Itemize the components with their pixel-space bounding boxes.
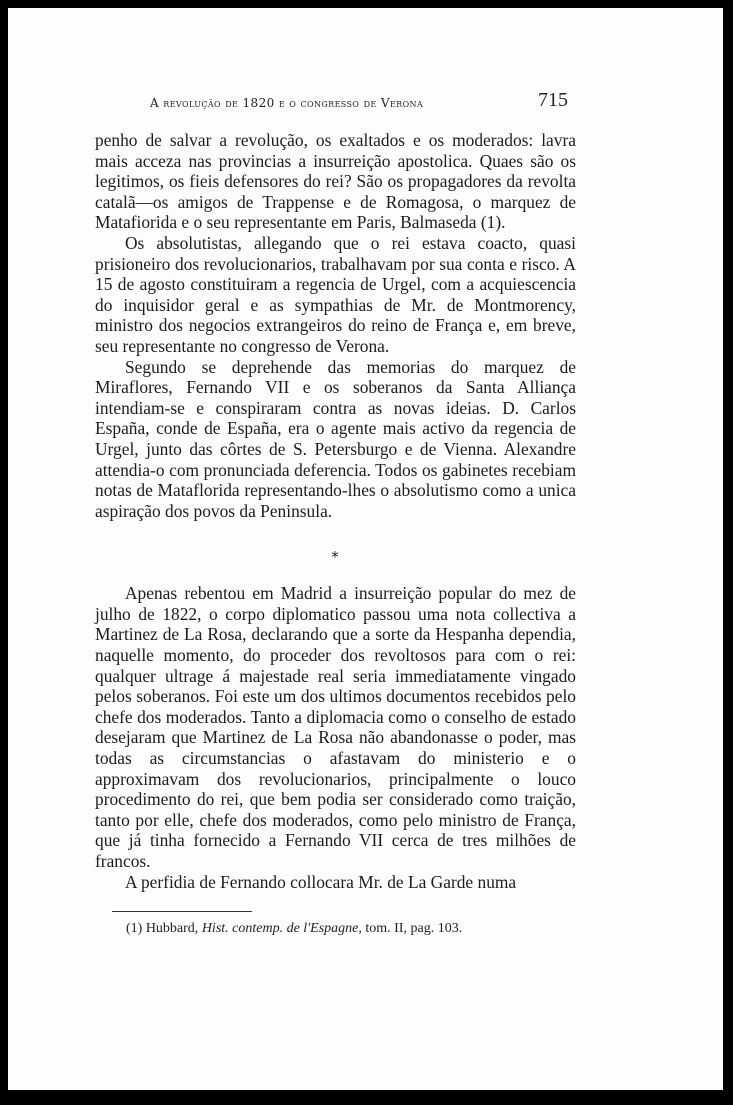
footnote-title: Hist. contemp. de l'Espagne, (201, 921, 362, 936)
body-text (95, 130, 576, 892)
running-head-title: A revolução de 1820 e o congresso de Verona (150, 96, 424, 110)
page-number: 715 (538, 89, 568, 111)
paragraph: Os absolutistas, allegando que o rei estava coacto, quasi prisioneiro dos revolucionarios, trabalhavam por sua conta e risco. A 15 de agosto constituiram a regencia de Urgel, com a acquiescencia do inquisidor geral e as sympathias de Mr. de Montmorency, ministro dos negocios extrangeiros do reino de França e, em breve, seu representante no congresso de Verona. (95, 232, 576, 356)
footnote-detail: tom. II, pag. 103. (365, 921, 463, 936)
paragraph: Apenas rebentou em Madrid a insurreição popular do mez de julho de 1822, o corpo diplomatico passou uma nota collectiva a Martinez de La Rosa, declarando que a sorte da Hespanha dependia, naquelle momento, do proceder dos revoltosos para com o rei: qualquer ultrage á majestade real seria immediatamente vingado pelos soberanos. Foi este um dos ultimos documentos recebidos pelo chefe dos moderados. Tanto a diplomacia como o conselho de estado desejaram que Martinez de La Rosa não abandonasse o poder, mas todas as circumstancias o afastavam do ministerio e o approximavam dos revolucionarios, principalmente o louco procedimento do rei, que bem podia ser considerado como traição, tanto por elle, chefe dos moderados, como pelo ministro de França, que já tinha fornecido a Fernando VII cerca de tres milhões de francos. (95, 583, 576, 871)
paragraph-last: A perfidia de Fernando collocara Mr. de La Garde numa (125, 871, 517, 892)
paragraph: Segundo se deprehende das memorias do marquez de Miraflores, Fernando VII e os soberanos da Santa Alliança intendiam-se e conspiraram contra as novas ideias. D. Carlos España, conde de España, era o agente mais activo da regencia de Urgel, junto das côrtes de S. Petersburgo e de Vienna. Alexandre attendia-o com pronunciada deferencia. Todos os gabinetes recebiam notas de Mataflorida representando-lhes o absolutismo como a unica aspiração dos povos da Peninsula. (95, 356, 576, 521)
footnote-divider (112, 911, 252, 912)
footnote-reference: (1) Hubbard, (126, 921, 199, 936)
paragraph-continued: penho de salvar a revolução, os exaltados e os moderados: lavra mais acceza nas provincias a insurreição apostolica. Quaes são os legitimos, os fieis defensores do rei? São os propagadores da revolta catalã—os amigos de Trappense e de Romagosa, o marquez de Matafiorida e o seu representante em Paris, Balmaseda (1). (95, 130, 576, 233)
book-page (8, 8, 723, 1090)
footnote (126, 921, 586, 937)
section-ornament: * (331, 548, 339, 566)
